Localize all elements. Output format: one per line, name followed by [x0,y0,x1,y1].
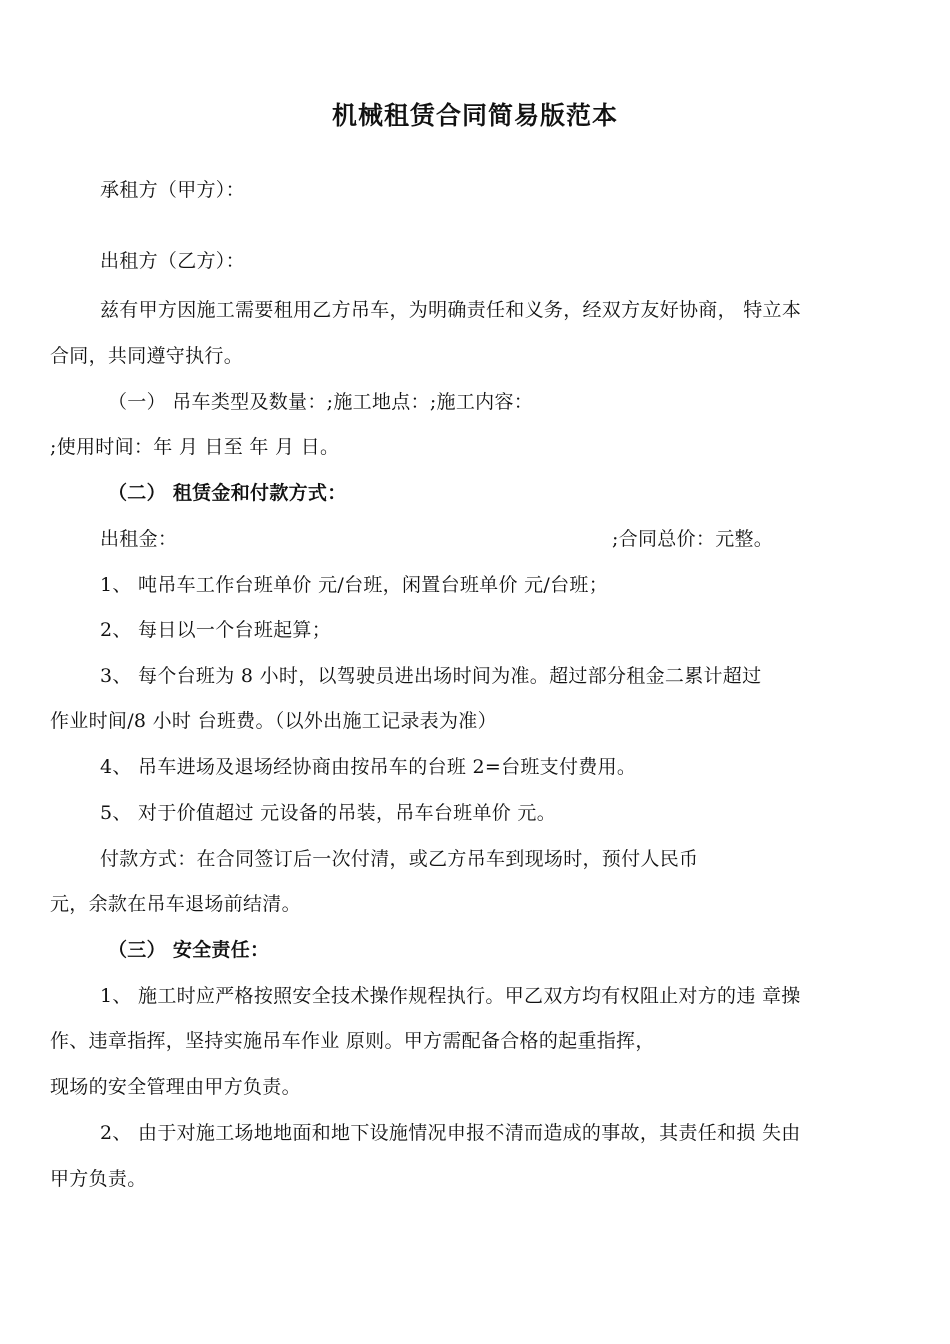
section2-item-2: 2、 每日以一个台班起算； [100,619,332,641]
section2-item-1: 1、 吨吊车工作台班单价 元/台班，闲置台班单价 元/台班； [100,574,609,596]
payment-line-1: 付款方式：在合同签订后一次付清，或乙方吊车到现场时，预付人民币 [100,848,699,870]
lessee-line: 承租方（甲方）： [100,179,245,201]
rent-label: 出租金： [100,528,178,550]
intro-line-1: 兹有甲方因施工需要租用乙方吊车，为明确责任和义务，经双方友好协商， 特立本 [100,299,802,321]
total-price: ;合同总价：元整。 [612,528,774,550]
section3-item1-line-1: 1、 施工时应严格按照安全技术操作规程执行。甲乙双方均有权阻止对方的违 章操 [100,985,801,1007]
section2-heading: （二） 租赁金和付款方式： [108,482,347,504]
section3-heading: （三） 安全责任： [108,939,270,961]
section2-item-5: 5、 对于价值超过 元设备的吊装，吊车台班单价 元。 [100,802,557,824]
section3-item2-line-1: 2、 由于对施工场地地面和地下设施情况申报不清而造成的事故，其责任和损 失由 [100,1122,801,1144]
section3-item1-line-3: 现场的安全管理由甲方负责。 [50,1076,301,1098]
section2-item-4: 4、 吊车进场及退场经协商由按吊车的台班 2=台班支付费用。 [100,756,637,778]
document-title: 机械租赁合同简易版范本 [331,101,618,130]
section2-item-3: 3、 每个台班为 8 小时，以驾驶员进出场时间为准。超过部分租金二累计超过 [100,665,762,687]
section2-item-3-cont: 作业时间/8 小时 台班费。（以外出施工记录表为准） [50,710,497,732]
lessor-line: 出租方（乙方）： [100,250,245,272]
section3-item1-line-2: 作、违章指挥，坚持实施吊车作业 原则。甲方需配备合格的起重指挥， [50,1030,655,1052]
section3-item2-line-2: 甲方负责。 [50,1168,147,1190]
section1-line-1: （一） 吊车类型及数量：;施工地点：;施工内容： [108,391,534,413]
section1-line-2: ;使用时间：年 月 日至 年 月 日。 [50,436,340,458]
payment-line-2: 元，余款在吊车退场前结清。 [50,893,301,915]
intro-line-2: 合同，共同遵守执行。 [50,345,244,367]
